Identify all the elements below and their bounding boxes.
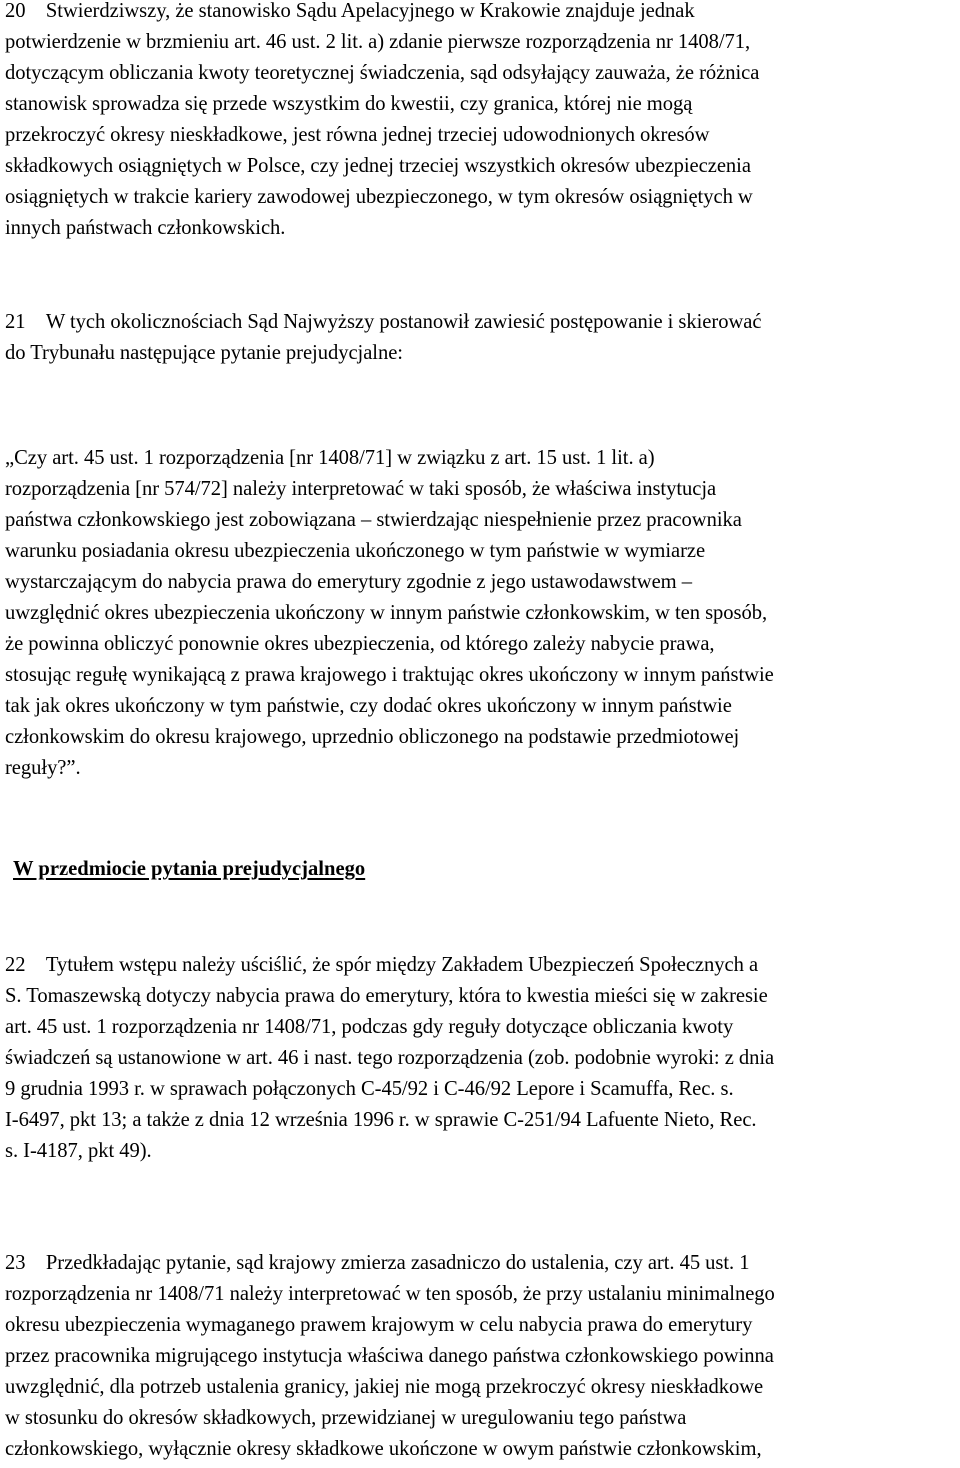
paragraph-22 bbox=[5, 950, 957, 1167]
text-line: S. Tomaszewską dotyczy nabycia prawa do emerytury, która to kwestia mieści się w zakresie bbox=[5, 985, 768, 1007]
text-line: uwzględnić, dla potrzeb ustalenia granicy, jakiej nie mogą przekroczyć okresy nieskładkowe bbox=[5, 1376, 764, 1398]
text-line: I‑6497, pkt 13; a także z dnia 12 września 1996 r. w sprawie C‑251/94 Lafuente Nieto, Rec. bbox=[5, 1109, 757, 1131]
paragraph-20 bbox=[5, 0, 957, 244]
text-line: stosując regułę wynikającą z prawa krajowego i traktując okres ukończony w innym państwie bbox=[5, 664, 774, 686]
text-line: „Czy art. 45 ust. 1 rozporządzenia [nr 1408/71] w związku z art. 15 ust. 1 lit. a) bbox=[5, 447, 655, 469]
text-line: składkowych osiągniętych w Polsce, czy jednej trzeciej wszystkich okresów ubezpieczenia bbox=[5, 155, 751, 177]
section-heading: W przedmiocie pytania prejudycjalnego bbox=[13, 858, 366, 880]
text-line: rozporządzenia nr 1408/71 należy interpretować w ten sposób, że przy ustalaniu minimalnego bbox=[5, 1283, 775, 1305]
text-line: przekroczyć okresy nieskładkowe, jest równa jednej trzeciej udowodnionych okresów bbox=[5, 124, 710, 146]
text-line: przez pracownika migrującego instytucja właściwa danego państwa członkowskiego powinna bbox=[5, 1345, 774, 1367]
text-line: do Trybunału następujące pytanie prejudycjalne: bbox=[5, 342, 403, 364]
text-line: członkowskim do okresu krajowego, uprzednio obliczonego na podstawie przedmiotowej bbox=[5, 726, 740, 748]
text-line: świadczeń są ustanowione w art. 46 i nast. tego rozporządzenia (zob. podobnie wyroki: z dnia bbox=[5, 1047, 775, 1069]
text-line: art. 45 ust. 1 rozporządzenia nr 1408/71, podczas gdy reguły dotyczące obliczania kwoty bbox=[5, 1016, 734, 1038]
text-line: tak jak okres ukończony w tym państwie, czy dodać okres ukończony w innym państwie bbox=[5, 695, 732, 717]
text-line: 23 Przedkładając pytanie, sąd krajowy zmierza zasadniczo do ustalenia, czy art. 45 ust. 1 bbox=[5, 1252, 750, 1274]
text-line: rozporządzenia [nr 574/72] należy interpretować w taki sposób, że właściwa instytucja bbox=[5, 478, 717, 500]
text-line: okresu ubezpieczenia wymaganego prawem krajowym w celu nabycia prawa do emerytury bbox=[5, 1314, 753, 1336]
text-line: stanowisk sprowadza się przede wszystkim do kwestii, czy granica, której nie mogą bbox=[5, 93, 693, 115]
text-line: 21 W tych okolicznościach Sąd Najwyższy postanowił zawiesić postępowanie i skierować bbox=[5, 311, 762, 333]
text-line: dotyczącym obliczania kwoty teoretycznej świadczenia, sąd odsyłający zauważa, że różnica bbox=[5, 62, 760, 84]
text-line: osiągniętych w trakcie kariery zawodowej ubezpieczonego, w tym okresów osiągniętych w bbox=[5, 186, 753, 208]
text-line: uwzględnić okres ubezpieczenia ukończony w innym państwie członkowskim, w ten sposób, bbox=[5, 602, 768, 624]
text-line: s. I‑4187, pkt 49). bbox=[5, 1140, 152, 1162]
paragraph-23 bbox=[5, 1248, 957, 1465]
text-line: członkowskiego, wyłącznie okresy składkowe ukończone w owym państwie członkowskim, bbox=[5, 1438, 762, 1460]
text-line: wystarczającym do nabycia prawa do emerytury zgodnie z jego ustawodawstwem – bbox=[5, 571, 692, 593]
text-line: innych państwach członkowskich. bbox=[5, 217, 286, 239]
text-line: że powinna obliczyć ponownie okres ubezpieczenia, od którego zależy nabycie prawa, bbox=[5, 633, 715, 655]
text-line: 22 Tytułem wstępu należy uściślić, że spór między Zakładem Ubezpieczeń Społecznych a bbox=[5, 954, 759, 976]
paragraph-21 bbox=[5, 307, 957, 369]
text-line: państwa członkowskiego jest zobowiązana – stwierdzając niespełnienie przez pracownika bbox=[5, 509, 742, 531]
text-line: 9 grudnia 1993 r. w sprawach połączonych C‑45/92 i C‑46/92 Lepore i Scamuffa, Rec. s. bbox=[5, 1078, 734, 1100]
text-line: w stosunku do okresów składkowych, przewidzianej w uregulowaniu tego państwa bbox=[5, 1407, 687, 1429]
text-line: reguły?”. bbox=[5, 757, 81, 779]
prejudicial-question-quote bbox=[5, 443, 957, 784]
text-line: potwierdzenie w brzmieniu art. 46 ust. 2 lit. a) zdanie pierwsze rozporządzenia nr 1408/71, bbox=[5, 31, 751, 53]
text-line: warunku posiadania okresu ubezpieczenia ukończonego w tym państwie w wymiarze bbox=[5, 540, 706, 562]
text-line: 20 Stwierdziwszy, że stanowisko Sądu Apelacyjnego w Krakowie znajduje jednak bbox=[5, 0, 695, 22]
